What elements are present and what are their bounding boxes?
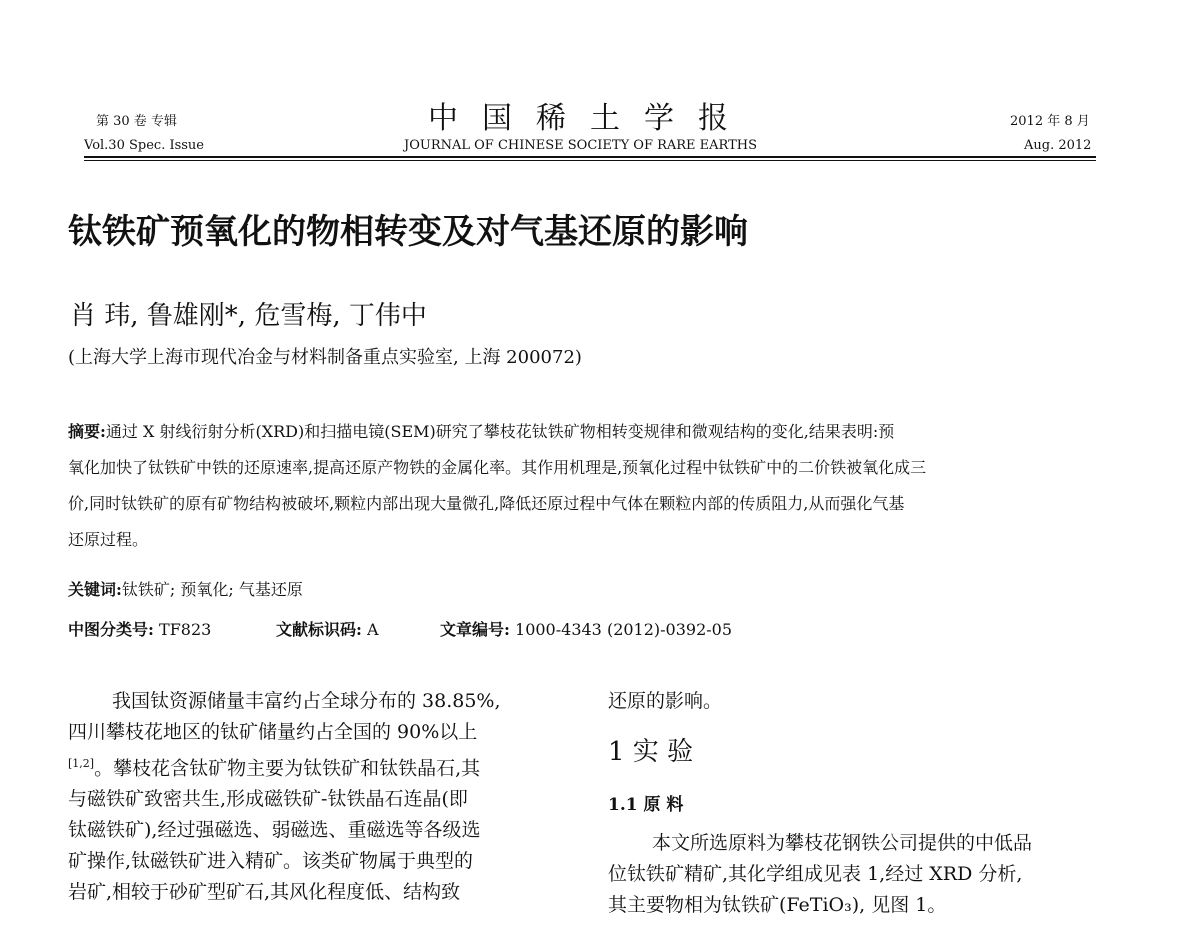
doc-label: 文献标识码: — [276, 620, 362, 639]
header-rule-thin — [84, 160, 1096, 161]
left-line-1: 我国钛资源储量丰富约占全球分布的 38.85%, — [112, 690, 501, 712]
right-line-4: 其主要物相为钛铁矿(FeTiO₃), 见图 1。 — [608, 894, 947, 916]
article-number-label: 文章编号: — [440, 620, 510, 639]
abstract-line-4: 还原过程。 — [68, 530, 149, 549]
date-cn: 2012 年 8 月 — [1010, 114, 1090, 129]
citation: [1,2] — [68, 757, 95, 770]
left-column — [68, 686, 568, 908]
article-number-value: 1000-4343 (2012)-0392-05 — [515, 620, 733, 639]
affiliation: (上海大学上海市现代冶金与材料制备重点实验室, 上海 200072) — [68, 347, 582, 368]
left-line-6: 矿操作,钛磁铁矿进入精矿。该类矿物属于典型的 — [68, 850, 474, 873]
header-rule-thick — [84, 156, 1096, 158]
left-line-3-text: 。攀枝花含钛矿物主要为钛铁矿和钛铁晶石,其 — [94, 757, 481, 780]
left-line-5: 钛磁铁矿),经过强磁选、弱磁选、重磁选等各级选 — [68, 819, 481, 842]
volume-cn: 第 30 卷 专辑 — [96, 114, 177, 129]
keywords — [68, 580, 303, 600]
right-body — [608, 828, 1108, 921]
keywords-label: 关键词: — [68, 580, 122, 599]
clc-label: 中图分类号: — [68, 620, 154, 639]
journal-title-cn: 中国稀土学报 — [428, 101, 752, 136]
clc-value: TF823 — [159, 620, 212, 639]
right-line-2: 本文所选原料为攀枝花钢铁公司提供的中低品 — [652, 832, 1033, 854]
article-number — [440, 620, 732, 640]
right-line-1: 还原的影响。 — [608, 690, 723, 712]
section-heading: 1 实 验 — [608, 737, 694, 767]
abstract-label: 摘要: — [68, 422, 106, 441]
article-title: 钛铁矿预氧化的物相转变及对气基还原的影响 — [68, 212, 748, 252]
abstract — [68, 414, 1108, 558]
date-en: Aug. 2012 — [1024, 138, 1092, 153]
left-line-3 — [68, 748, 568, 784]
subsection-heading: 1.1 原 料 — [608, 795, 684, 815]
left-line-2: 四川攀枝花地区的钛矿储量约占全国的 90%以上 — [68, 721, 478, 743]
classification — [68, 620, 211, 640]
abstract-line-3: 价,同时钛铁矿的原有矿物结构被破坏,颗粒内部出现大量微孔,降低还原过程中气体在颗粒内部的传质阻力,从而强化气基 — [68, 494, 905, 513]
journal-title-en: JOURNAL OF CHINESE SOCIETY OF RARE EARTHS — [404, 138, 758, 153]
abstract-line-1: 通过 X 射线衍射分析(XRD)和扫描电镜(SEM)研究了攀枝花钛铁矿物相转变规律和微观结构的变化,结果表明:预 — [105, 422, 895, 441]
abstract-line-2: 氧化加快了钛铁矿中铁的还原速率,提高还原产物铁的金属化率。其作用机理是,预氧化过程中钛铁矿中的二价铁被氧化成三 — [68, 458, 927, 477]
right-line-3: 位钛铁矿精矿,其化学组成见表 1,经过 XRD 分析, — [608, 863, 1023, 885]
doc-value: A — [367, 620, 379, 639]
left-line-7: 岩矿,相较于砂矿型矿石,其风化程度低、结构致 — [68, 881, 461, 904]
volume-en: Vol.30 Spec. Issue — [84, 138, 204, 153]
left-line-4: 与磁铁矿致密共生,形成磁铁矿-钛铁晶石连晶(即 — [68, 788, 468, 811]
authors: 肖 玮, 鲁雄刚*, 危雪梅, 丁伟中 — [70, 301, 427, 331]
keywords-text: 钛铁矿; 预氧化; 气基还原 — [121, 580, 303, 599]
doc-code — [276, 620, 379, 640]
abstract-line — [68, 414, 1108, 450]
